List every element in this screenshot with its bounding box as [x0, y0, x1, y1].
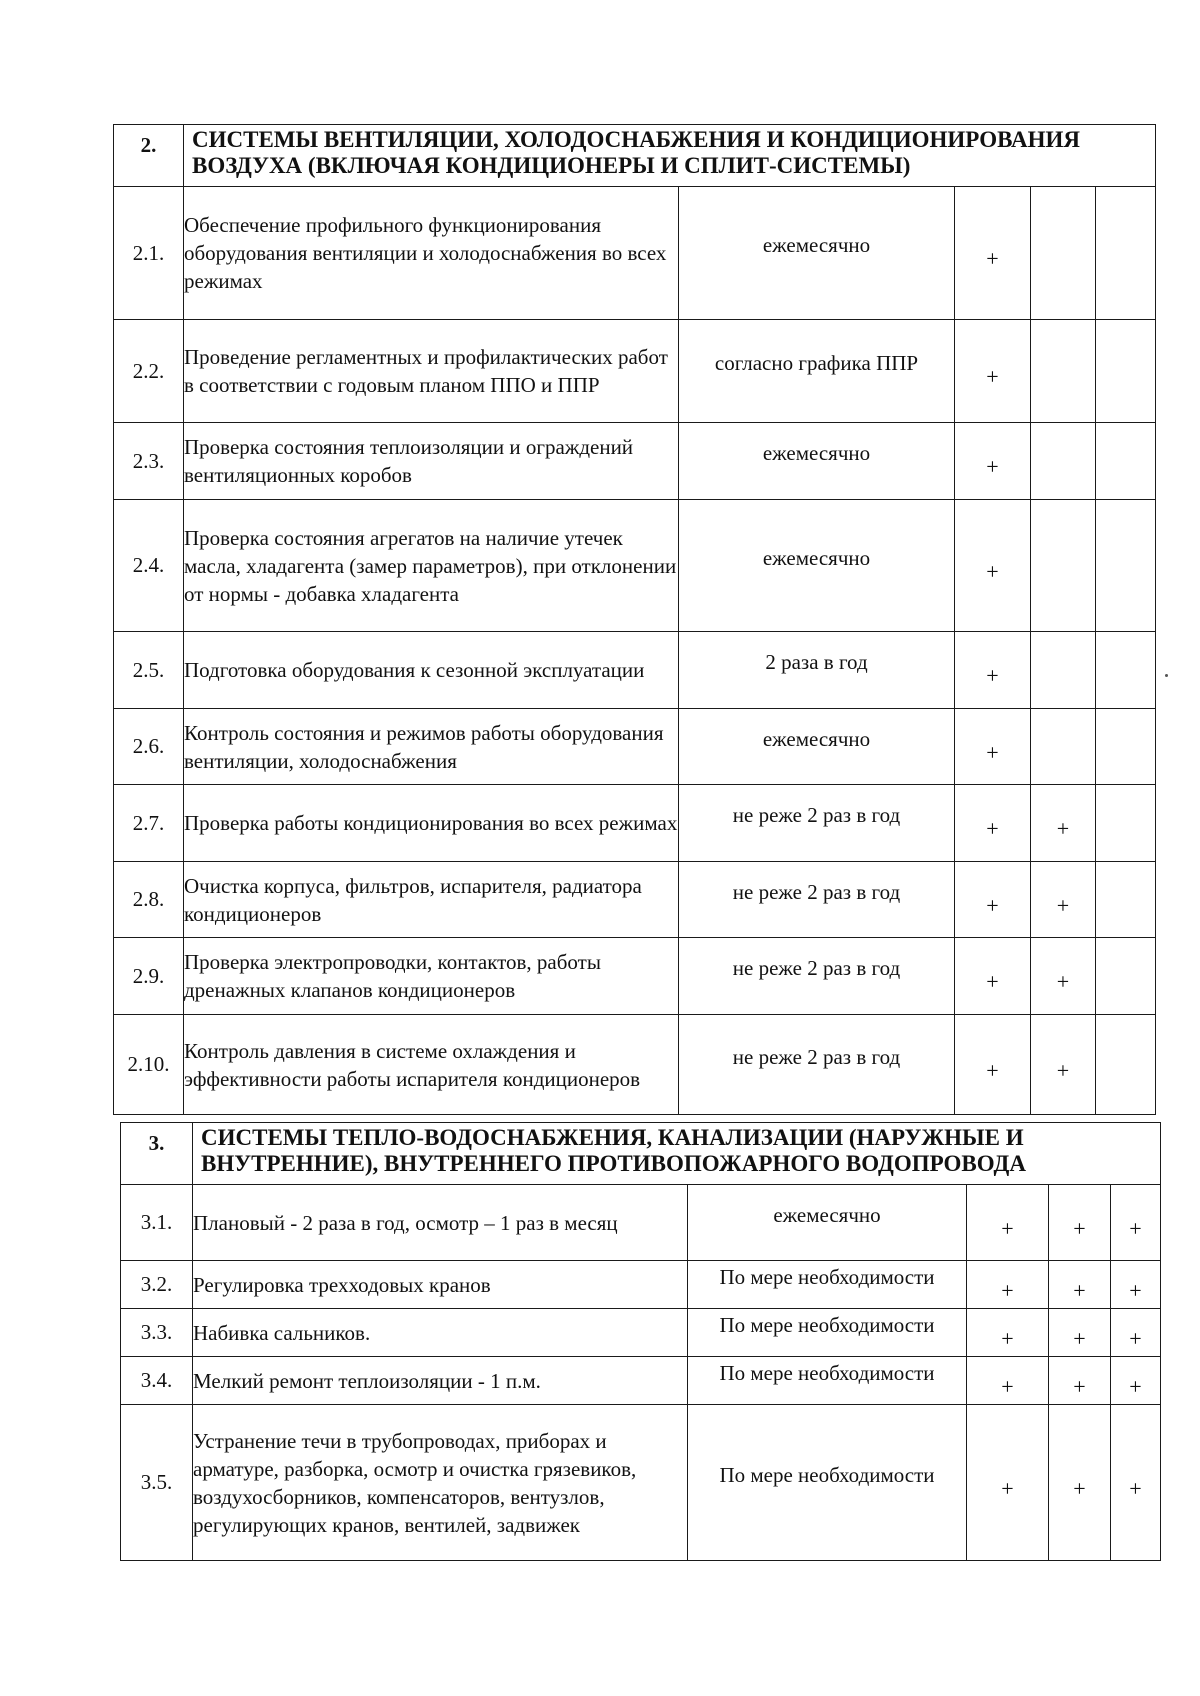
- row-description: Обеспечение профильного функционирования оборудования вентиляции и холодоснабжения во всех режимах: [184, 187, 679, 320]
- frequency-text: По мере необходимости: [719, 1312, 935, 1337]
- row-mark-1: [967, 1261, 1049, 1309]
- mark-text: +: [1001, 1373, 1014, 1399]
- row-number: 3.4.: [121, 1357, 193, 1405]
- table-row: [114, 423, 1156, 500]
- mark-text: +: [1073, 1277, 1086, 1303]
- row-mark-2: [1031, 187, 1096, 320]
- row-mark-1: [967, 1309, 1049, 1357]
- scan-speck: [1165, 674, 1168, 677]
- table-row: [114, 938, 1156, 1015]
- row-mark-1: [955, 423, 1031, 500]
- section-header-row: [114, 125, 1156, 187]
- table-row: [121, 1405, 1161, 1561]
- frequency-text: не реже 2 раз в год: [732, 956, 901, 980]
- row-mark-2: [1049, 1185, 1111, 1261]
- mark-text: +: [986, 892, 999, 918]
- frequency-text: По мере необходимости: [719, 1462, 935, 1487]
- row-mark-1: [955, 785, 1031, 862]
- row-frequency: [679, 1015, 955, 1115]
- row-description: Контроль состояния и режимов работы оборудования вентиляции, холодоснабжения: [184, 709, 679, 785]
- mark-text: +: [986, 1057, 999, 1083]
- row-number: 2.9.: [114, 938, 184, 1015]
- row-mark-2: [1031, 785, 1096, 862]
- frequency-text: ежемесячно: [762, 545, 871, 570]
- row-mark-3: [1111, 1405, 1161, 1561]
- row-frequency: [679, 500, 955, 632]
- mark-text: +: [986, 739, 999, 765]
- table-row: [114, 785, 1156, 862]
- row-frequency: [688, 1357, 967, 1405]
- row-mark-2: [1031, 632, 1096, 709]
- row-frequency: [679, 423, 955, 500]
- mark-text: +: [986, 246, 999, 271]
- row-mark-2: [1049, 1357, 1111, 1405]
- frequency-text: не реже 2 раз в год: [732, 879, 901, 904]
- row-number: 3.1.: [121, 1185, 193, 1261]
- section-title: СИСТЕМЫ ТЕПЛО-ВОДОСНАБЖЕНИЯ, КАНАЛИЗАЦИИ (НАРУЖНЫЕ И ВНУТРЕННИЕ), ВНУТРЕННЕГО ПРОТИВОПОЖАРНОГО ВОДОПРОВОДА: [193, 1123, 1161, 1185]
- row-mark-3: [1096, 632, 1156, 709]
- row-number: 2.5.: [114, 632, 184, 709]
- table-row: [114, 500, 1156, 632]
- mark-text: +: [1129, 1475, 1142, 1501]
- section-header-row: [121, 1123, 1161, 1185]
- row-mark-2: [1049, 1405, 1111, 1561]
- row-frequency: [679, 187, 955, 320]
- row-number: 3.2.: [121, 1261, 193, 1309]
- mark-text: +: [986, 454, 999, 479]
- row-mark-1: [955, 938, 1031, 1015]
- row-mark-2: [1049, 1309, 1111, 1357]
- row-description: Подготовка оборудования к сезонной эксплуатации: [184, 632, 679, 709]
- mark-text: +: [986, 663, 999, 688]
- row-number: 2.6.: [114, 709, 184, 785]
- table-row: [114, 632, 1156, 709]
- row-number: 3.5.: [121, 1405, 193, 1561]
- row-number: 2.10.: [114, 1015, 184, 1115]
- row-number: 2.7.: [114, 785, 184, 862]
- row-frequency: [688, 1405, 967, 1561]
- mark-text: +: [1073, 1373, 1086, 1399]
- row-mark-1: [967, 1357, 1049, 1405]
- mark-text: +: [1129, 1277, 1142, 1303]
- table-row: [114, 709, 1156, 785]
- row-mark-3: [1096, 785, 1156, 862]
- row-description: Плановый - 2 раза в год, осмотр – 1 раз в месяц: [193, 1185, 688, 1261]
- section-3-table: [120, 1122, 1161, 1561]
- row-description: Набивка сальников.: [193, 1309, 688, 1357]
- row-description: Проверка работы кондиционирования во всех режимах: [184, 785, 679, 862]
- mark-text: +: [1073, 1325, 1086, 1351]
- table-row: [121, 1261, 1161, 1309]
- row-mark-1: [967, 1185, 1049, 1261]
- row-mark-1: [955, 862, 1031, 938]
- mark-text: +: [1056, 816, 1070, 841]
- row-description: Очистка корпуса, фильтров, испарителя, радиатора кондиционеров: [184, 862, 679, 938]
- row-number: 2.2.: [114, 320, 184, 423]
- row-description: Проведение регламентных и профилактических работ в соответствии с годовым планом ППО и ППР: [184, 320, 679, 423]
- row-mark-1: [955, 500, 1031, 632]
- mark-text: +: [1129, 1325, 1142, 1351]
- frequency-text: По мере необходимости: [719, 1360, 935, 1385]
- mark-text: +: [1129, 1373, 1142, 1399]
- mark-text: +: [1056, 969, 1070, 994]
- frequency-text: ежемесячно: [762, 726, 871, 751]
- row-number: 2.1.: [114, 187, 184, 320]
- table-row: [121, 1309, 1161, 1357]
- row-mark-1: [955, 320, 1031, 423]
- section-number: 3.: [121, 1123, 193, 1185]
- row-frequency: [679, 709, 955, 785]
- frequency-text: По мере необходимости: [719, 1264, 935, 1289]
- row-mark-2: [1031, 938, 1096, 1015]
- mark-text: +: [986, 558, 999, 584]
- mark-text: +: [1056, 1057, 1070, 1083]
- row-mark-3: [1096, 500, 1156, 632]
- row-mark-3: [1111, 1185, 1161, 1261]
- row-mark-3: [1096, 1015, 1156, 1115]
- row-mark-2: [1031, 500, 1096, 632]
- row-frequency: [688, 1185, 967, 1261]
- row-mark-1: [955, 632, 1031, 709]
- row-mark-2: [1031, 862, 1096, 938]
- row-mark-2: [1049, 1261, 1111, 1309]
- mark-text: +: [1073, 1215, 1086, 1241]
- row-mark-3: [1096, 938, 1156, 1015]
- row-mark-2: [1031, 423, 1096, 500]
- mark-text: +: [1001, 1325, 1014, 1351]
- row-number: 2.4.: [114, 500, 184, 632]
- row-mark-1: [955, 1015, 1031, 1115]
- mark-text: +: [986, 816, 999, 841]
- row-mark-2: [1031, 320, 1096, 423]
- row-mark-3: [1096, 862, 1156, 938]
- row-mark-1: [967, 1405, 1049, 1561]
- frequency-text: ежемесячно: [762, 233, 871, 257]
- row-mark-3: [1096, 709, 1156, 785]
- row-description: Контроль давления в системе охлаждения и эффективности работы испарителя кондиционеров: [184, 1015, 679, 1115]
- section-title: СИСТЕМЫ ВЕНТИЛЯЦИИ, ХОЛОДОСНАБЖЕНИЯ И КОНДИЦИОНИРОВАНИЯ ВОЗДУХА (ВКЛЮЧАЯ КОНДИЦИОНЕРЫ И СПЛИТ-СИСТЕМЫ): [184, 125, 1156, 187]
- row-mark-2: [1031, 1015, 1096, 1115]
- row-frequency: [688, 1309, 967, 1357]
- row-mark-3: [1096, 187, 1156, 320]
- row-frequency: [679, 862, 955, 938]
- frequency-text: ежемесячно: [762, 441, 871, 465]
- section-number: 2.: [114, 125, 184, 187]
- table-row: [121, 1185, 1161, 1261]
- row-mark-3: [1096, 320, 1156, 423]
- row-description: Устранение течи в трубопроводах, приборах и арматуре, разборка, осмотр и очистка грязевиков, воздухосборников, компенсаторов, вентузлов, регулирующих кранов, вентилей, задвижек: [193, 1405, 688, 1561]
- row-frequency: [688, 1261, 967, 1309]
- table-row: [121, 1357, 1161, 1405]
- mark-text: +: [1001, 1475, 1014, 1501]
- mark-text: +: [1056, 892, 1070, 918]
- table-row: [114, 1015, 1156, 1115]
- row-mark-3: [1111, 1309, 1161, 1357]
- mark-text: +: [986, 969, 999, 994]
- row-description: Проверка электропроводки, контактов, работы дренажных клапанов кондиционеров: [184, 938, 679, 1015]
- frequency-text: не реже 2 раз в год: [732, 803, 901, 827]
- section-2-table: [113, 124, 1156, 1115]
- table-row: [114, 187, 1156, 320]
- mark-text: +: [1001, 1215, 1014, 1241]
- mark-text: +: [1129, 1215, 1142, 1241]
- row-mark-2: [1031, 709, 1096, 785]
- frequency-text: согласно графика ППР: [714, 351, 919, 375]
- frequency-text: 2 раза в год: [765, 650, 868, 674]
- row-mark-3: [1111, 1357, 1161, 1405]
- frequency-text: не реже 2 раз в год: [732, 1044, 901, 1069]
- row-description: Проверка состояния теплоизоляции и ограждений вентиляционных коробов: [184, 423, 679, 500]
- row-mark-1: [955, 187, 1031, 320]
- row-frequency: [679, 938, 955, 1015]
- row-description: Регулировка трехходовых кранов: [193, 1261, 688, 1309]
- row-mark-3: [1096, 423, 1156, 500]
- table-row: [114, 320, 1156, 423]
- mark-text: +: [1001, 1277, 1014, 1303]
- row-frequency: [679, 632, 955, 709]
- frequency-text: ежемесячно: [773, 1202, 881, 1227]
- row-number: 3.3.: [121, 1309, 193, 1357]
- mark-text: +: [986, 364, 999, 389]
- row-mark-3: [1111, 1261, 1161, 1309]
- row-number: 2.3.: [114, 423, 184, 500]
- row-frequency: [679, 320, 955, 423]
- row-number: 2.8.: [114, 862, 184, 938]
- row-frequency: [679, 785, 955, 862]
- row-mark-1: [955, 709, 1031, 785]
- mark-text: +: [1073, 1475, 1086, 1501]
- table-row: [114, 862, 1156, 938]
- row-description: Проверка состояния агрегатов на наличие утечек масла, хладагента (замер параметров), при отклонении от нормы - добавка хладагента: [184, 500, 679, 632]
- row-description: Мелкий ремонт теплоизоляции - 1 п.м.: [193, 1357, 688, 1405]
